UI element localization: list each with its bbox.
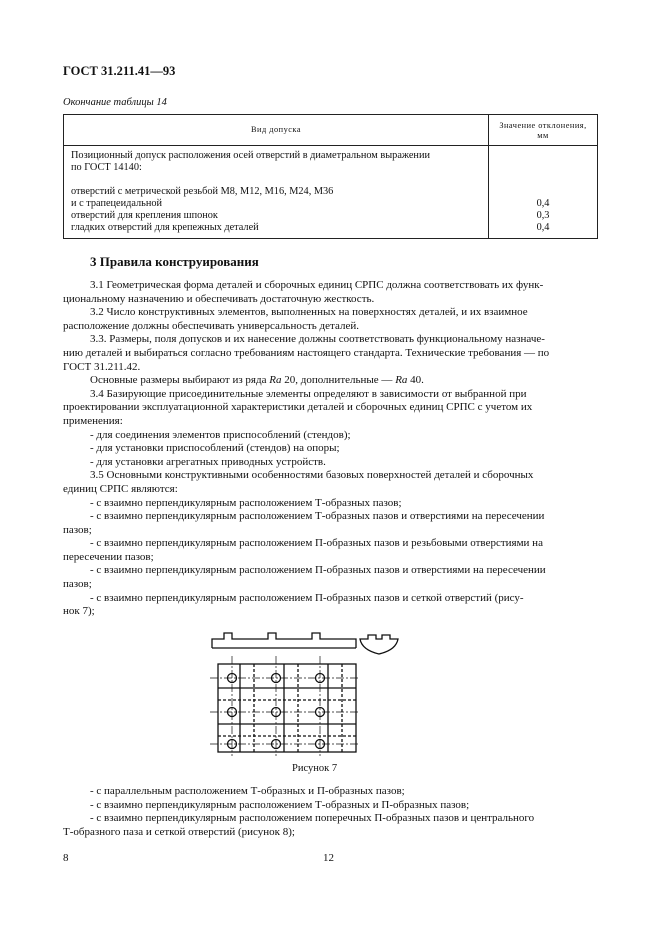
table-header-value: Значение отклонения, мм bbox=[489, 115, 598, 146]
list-item: - с взаимно перпендикулярным расположением Т-образных и П-образных пазов; bbox=[90, 798, 470, 811]
table-row-label: отверстий для крепления шпонок bbox=[71, 210, 218, 221]
list-item: нок 7); bbox=[63, 605, 95, 618]
paragraph-line: применения: bbox=[63, 414, 123, 427]
table-row-label: и с трапецеидальной bbox=[71, 198, 163, 209]
tolerance-table bbox=[63, 114, 598, 239]
t-slot-section bbox=[360, 635, 398, 654]
list-item: - для установки приспособлений (стендов) на опоры; bbox=[90, 442, 340, 455]
table-cell-type bbox=[64, 146, 489, 239]
list-item: - с взаимно перпендикулярным расположением поперечных П-образных пазов и центрального bbox=[90, 812, 535, 825]
doc-code: ГОСТ 31.211.41—93 bbox=[63, 64, 176, 78]
paragraph-line: циональному назначению и обеспечивать достаточную жесткость. bbox=[63, 292, 375, 305]
list-item: - для соединения элементов приспособлений (стендов); bbox=[90, 428, 351, 441]
list-item: - для установки агрегатных приводных устройств. bbox=[90, 455, 326, 468]
figure-7 bbox=[210, 626, 425, 756]
table-row-value: 0,4 bbox=[536, 198, 550, 209]
page-number-center: 12 bbox=[323, 852, 334, 864]
table-caption: Окончание таблицы 14 bbox=[63, 97, 167, 108]
figure-caption: Рисунок 7 bbox=[292, 763, 338, 774]
list-item: - с параллельным расположением Т-образных и П-образных пазов; bbox=[90, 785, 405, 797]
list-item: Т-образного паза и сеткой отверстий (рисунок 8); bbox=[63, 825, 295, 838]
paragraph-line: Основные размеры выбирают из ряда Ra 20, дополнительные — Ra 40. bbox=[90, 374, 424, 387]
list-item: - с взаимно перпендикулярным расположением П-образных пазов и отверстиями на пересечении bbox=[90, 564, 546, 577]
list-item: - с взаимно перпендикулярным расположением П-образных пазов и сеткой отверстий (рису- bbox=[90, 591, 524, 604]
paragraph-line: 3.5 Основными конструктивными особенностями базовых поверхностей деталей и сборочных bbox=[90, 469, 534, 482]
table-row-label: отверстий с метрической резьбой М8, М12, М16, М24, М36 bbox=[71, 186, 334, 197]
paragraph-line: 3.2 Число конструктивных элементов, выполненных на поверхностях деталей, и их взаимное bbox=[90, 306, 528, 319]
table-cell-value bbox=[489, 146, 598, 239]
list-item: пазов; bbox=[63, 523, 92, 536]
paragraph-line: 3.4 Базирующие присоединительные элементы определяют в зависимости от выбранной при bbox=[90, 387, 527, 400]
table-row-value: 0,3 bbox=[536, 210, 550, 221]
table-intro-line: Позиционный допуск расположения осей отверстий в диаметральном выражении bbox=[71, 150, 430, 161]
table-row-label: гладких отверстий для крепежных деталей bbox=[71, 222, 259, 233]
profile-section bbox=[212, 633, 356, 648]
paragraph-line: нию деталей и выбираться согласно требованиям настоящего стандарта. Технические требования — по bbox=[63, 346, 550, 359]
table-row-value: 0,4 bbox=[536, 222, 550, 233]
table-intro-line: по ГОСТ 14140: bbox=[71, 162, 142, 173]
slot-grid-drawing bbox=[210, 626, 425, 756]
body-text-continued bbox=[63, 785, 598, 839]
body-text bbox=[63, 279, 598, 619]
section-title: 3 Правила конструирования bbox=[90, 254, 259, 269]
list-item: - с взаимно перпендикулярным расположением П-образных пазов и резьбовыми отверстиями на bbox=[90, 537, 543, 550]
paragraph-line: ГОСТ 31.211.42. bbox=[63, 360, 141, 373]
paragraph-line: 3.1 Геометрическая форма деталей и сборочных единиц СРПС должна соответствовать их функ- bbox=[90, 279, 544, 291]
list-item: пересечении пазов; bbox=[63, 550, 154, 563]
paragraph-line: 3.3. Размеры, поля допусков и их нанесение должны соответствовать функциональному назначе- bbox=[90, 333, 545, 346]
paragraph-line: проектировании эксплуатационной характеристики деталей и сборочных единиц СРПС с учетом их bbox=[63, 401, 533, 414]
table-header-type: Вид допуска bbox=[64, 115, 489, 146]
paragraph-line: единиц СРПС являются: bbox=[63, 482, 178, 495]
page-number-left: 8 bbox=[63, 852, 69, 864]
paragraph-line: расположение должны обеспечивать универсальность деталей. bbox=[63, 319, 359, 332]
list-item: - с взаимно перпендикулярным расположением Т-образных пазов; bbox=[90, 496, 402, 509]
list-item: - с взаимно перпендикулярным расположением Т-образных пазов и отверстиями на пересечении bbox=[90, 510, 545, 523]
list-item: пазов; bbox=[63, 578, 92, 591]
